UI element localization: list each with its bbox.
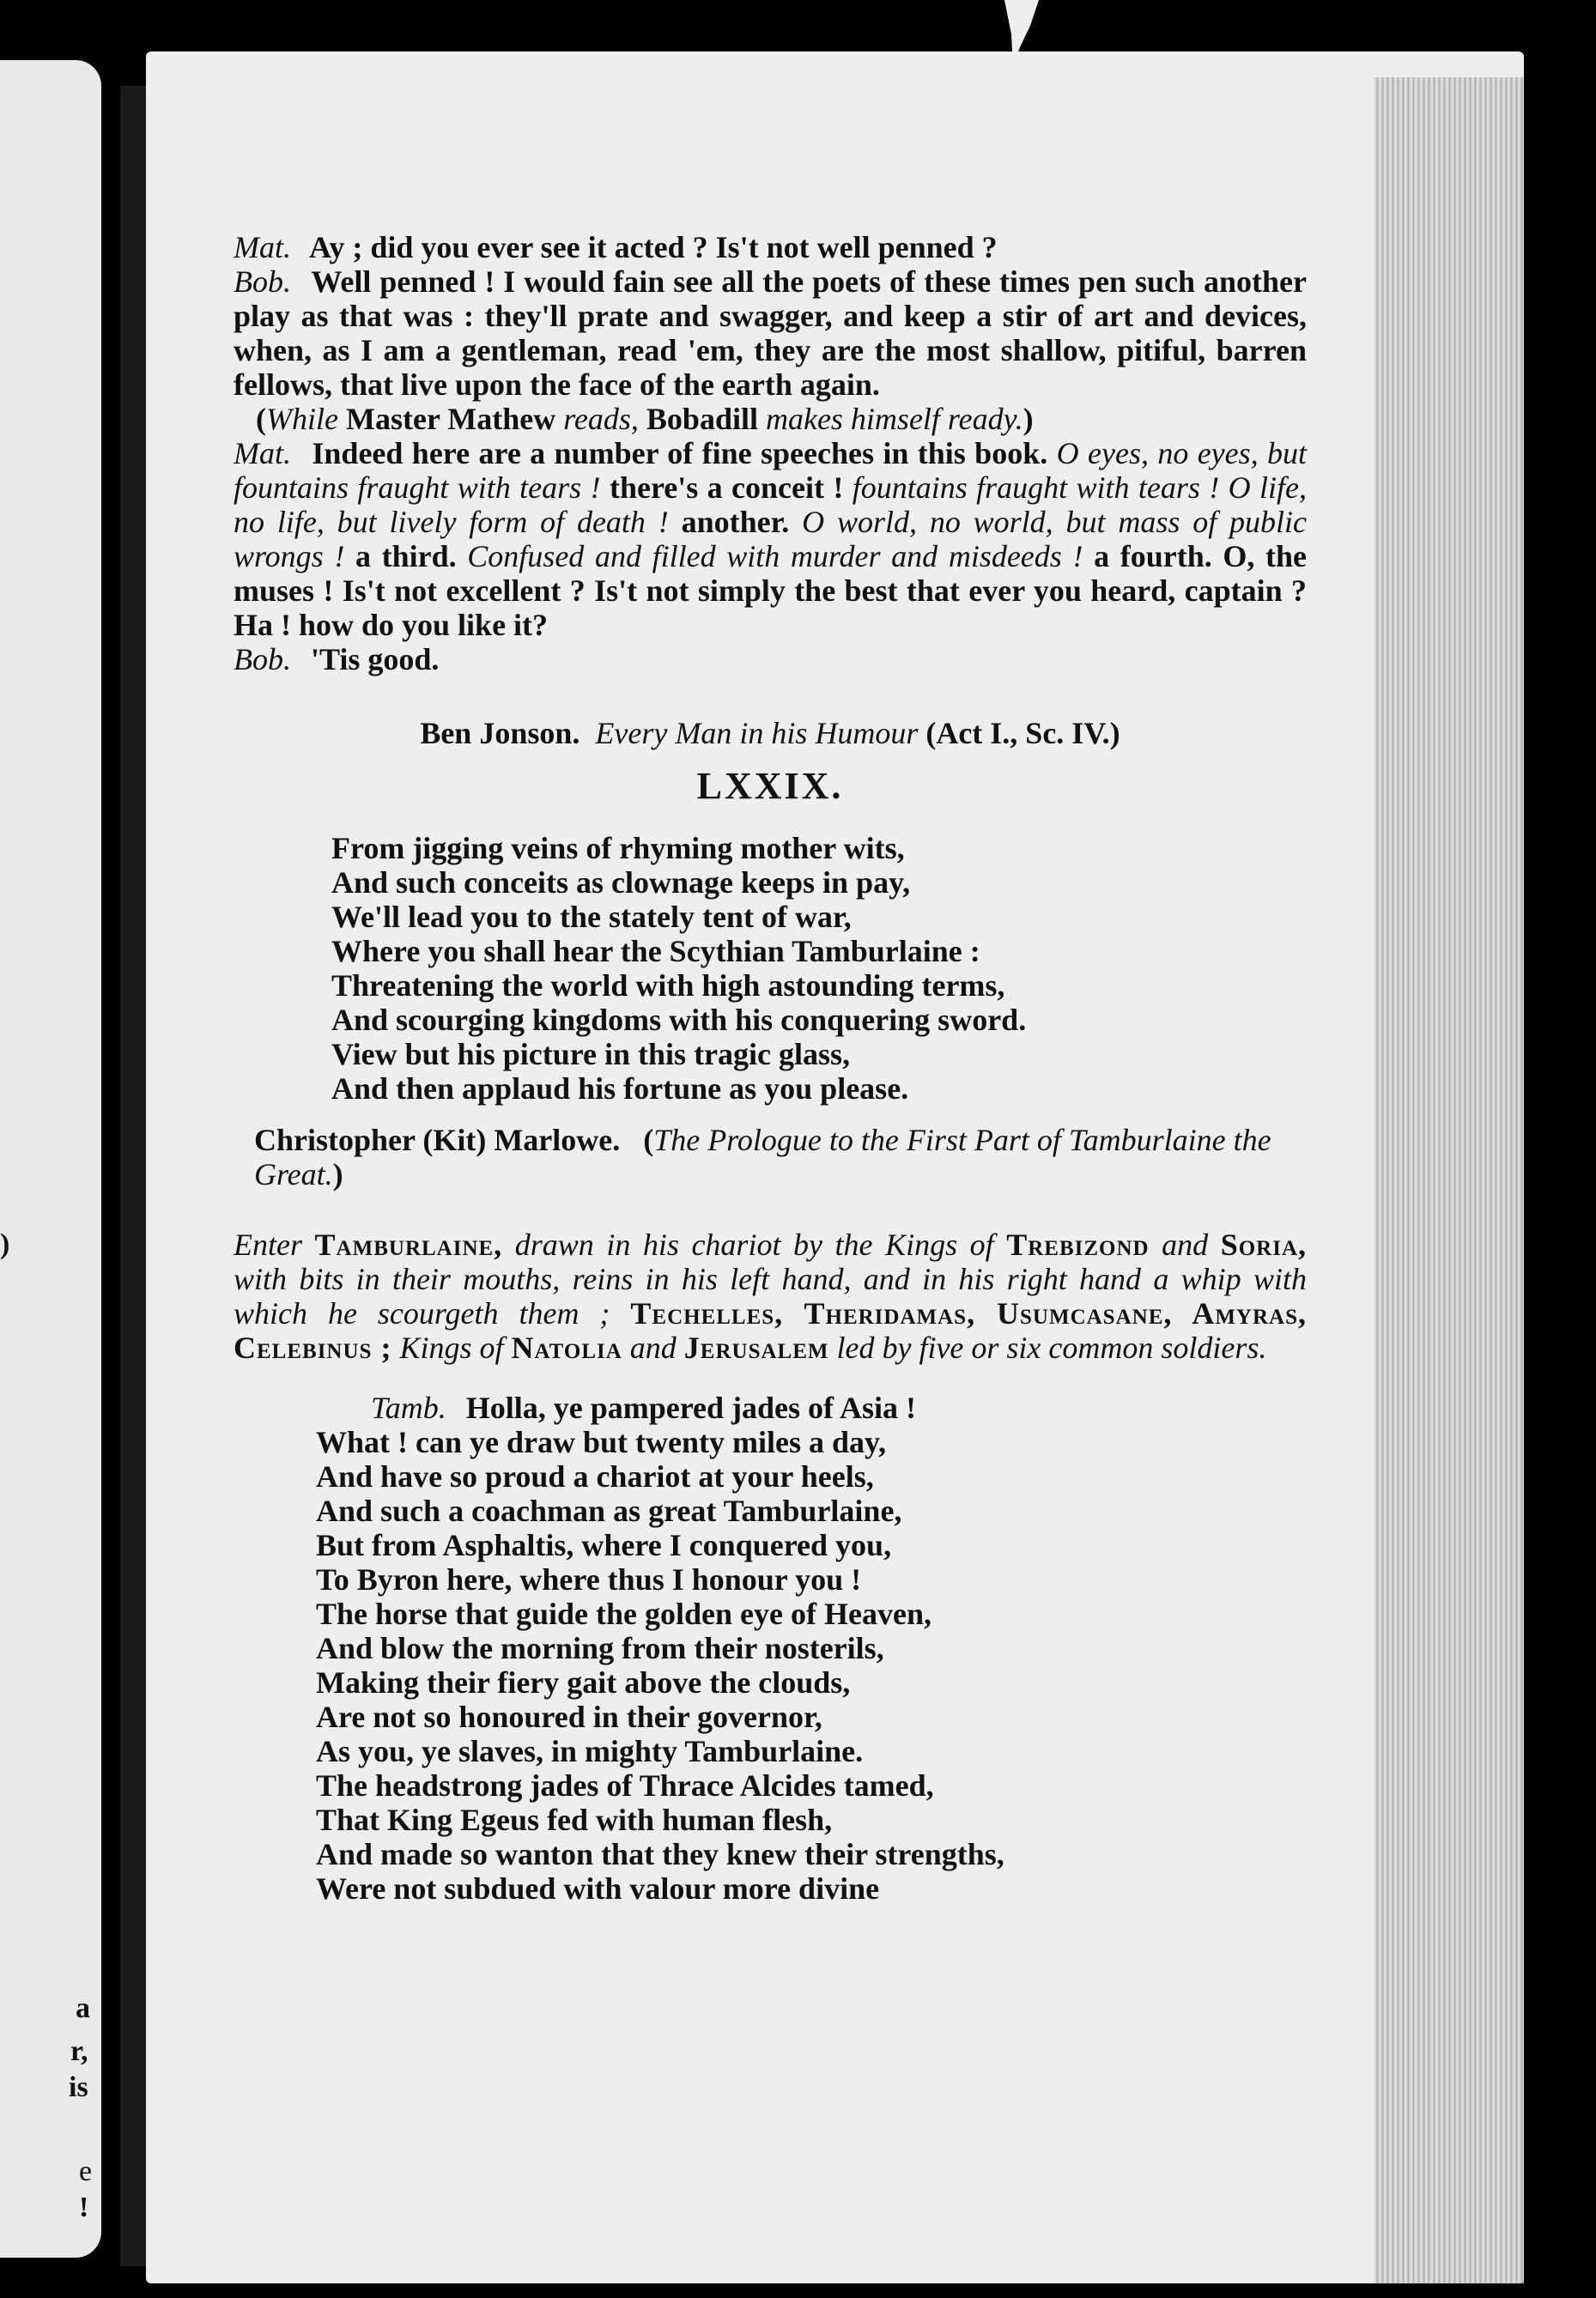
verse-line [316, 1391, 1307, 1425]
paren-open: ( [643, 1123, 654, 1157]
paren-open: ( [256, 402, 266, 436]
speaker-name: Tamb. [371, 1391, 446, 1425]
left-page-fragment: r, [70, 2035, 88, 2067]
attribution [234, 716, 1307, 750]
speaker-name: Mat. [234, 436, 291, 470]
verse-line: Threatening the world with high astounding terms, [331, 968, 1005, 1003]
speaker-name: Mat. [234, 230, 291, 264]
left-page-fragment: e [79, 2156, 93, 2187]
stage-italic: Kings of [399, 1331, 504, 1365]
attribution-work: The Prologue to the First Part of Tamburlaine the Great. [254, 1123, 1271, 1191]
page-edges [1374, 77, 1524, 2283]
stage-italic: reads, [563, 402, 639, 436]
character-name: Tamburlaine, [314, 1228, 503, 1262]
stage-italic: and [629, 1331, 677, 1365]
dialogue-text: a fourth. O, the muses ! Is't not excellent ? Is't not simply the best that ever you heard, captain ? Ha ! how do you like it? [234, 539, 1308, 642]
quoted-italic: fountains fraught with tears ! O life, no life, but lively form of death ! [234, 470, 1308, 539]
dialogue-text: there's a conceit ! [609, 470, 844, 505]
character-name: Techelles, Theridamas, Usumcasane, Amyras, Celebinus ; [234, 1296, 1308, 1365]
verse-line: And have so proud a chariot at your heels, [316, 1459, 874, 1494]
left-page-fragment: a [76, 1992, 90, 2024]
verse-text: Holla, ye pampered jades of Asia ! [465, 1391, 917, 1425]
tamburlaine-speech [316, 1391, 1307, 1906]
dialogue-text: another. [681, 505, 790, 539]
verse-line: Were not subdued with valour more divine [316, 1871, 880, 1906]
left-page-fragment: ! [79, 2192, 89, 2223]
verse-line: To Byron here, where thus I honour you ! [316, 1562, 862, 1597]
speaker-name: Bob. [234, 642, 291, 676]
speaker-name: Bob. [234, 264, 291, 299]
verse-line: And such a coachman as great Tamburlaine, [316, 1494, 902, 1528]
verse-line: But from Asphaltis, where I conquered you, [316, 1528, 892, 1562]
verse-line: What ! can ye draw but twenty miles a day, [316, 1425, 886, 1459]
verse-line: And then applaud his fortune as you please. [331, 1071, 909, 1106]
verse-line: Where you shall hear the Scythian Tamburlaine : [331, 934, 980, 968]
stage-italic: led by five or six common soldiers. [836, 1331, 1267, 1365]
stage-italic: Enter [234, 1228, 302, 1262]
stage-italic: drawn in his chariot by the Kings of [514, 1228, 994, 1262]
left-page-fragment: ) [0, 1228, 10, 1260]
attribution-author: Ben Jonson. [420, 716, 580, 750]
stage-italic: While [266, 402, 338, 436]
character-name: Jerusalem [683, 1331, 829, 1365]
character-name: Natolia [511, 1331, 622, 1365]
dialogue-text: 'Tis good. [311, 642, 440, 676]
verse-line: And such conceits as clownage keeps in pay, [331, 865, 911, 900]
attribution-author: Christopher (Kit) Marlowe. [254, 1123, 621, 1157]
left-page-fragment: is [69, 2071, 88, 2103]
stage-italic: with bits in their mouths, reins in his left hand, and in his right hand a whip with which he scourgeth them ; [234, 1262, 1307, 1331]
stage-italic: and [1162, 1228, 1209, 1262]
page-content [234, 230, 1307, 1906]
verse-line: And made so wanton that they knew their strengths, [316, 1837, 1004, 1871]
dialogue-text: Ay ; did you ever see it acted ? Is't not well penned ? [309, 230, 998, 264]
character-name: Soria, [1220, 1228, 1308, 1262]
verse-line: From jigging veins of rhyming mother wits, [331, 831, 905, 865]
dialogue-line [234, 642, 1307, 676]
character-name: Trebizond [1006, 1228, 1150, 1262]
verse-line: The headstrong jades of Thrace Alcides tamed, [316, 1768, 934, 1803]
stage-italic: makes himself ready. [765, 402, 1023, 436]
verse-line: And scourging kingdoms with his conquering sword. [331, 1003, 1027, 1037]
stage-name: Master Mathew [345, 402, 556, 436]
quoted-italic: Confused and filled with murder and misdeeds ! [467, 539, 1083, 573]
stage-name: Bobadill [646, 402, 758, 436]
verse-line: We'll lead you to the stately tent of war, [331, 900, 852, 934]
dialogue-line [234, 230, 1307, 264]
paren-close: ) [1023, 402, 1034, 436]
verse-line: The horse that guide the golden eye of Heaven, [316, 1597, 932, 1631]
dialogue-line [234, 264, 1307, 402]
section-number: LXXIX. [696, 765, 844, 807]
prologue-verse [331, 831, 1307, 1106]
verse-line: That King Egeus fed with human flesh, [316, 1803, 833, 1837]
dialogue-text: Indeed here are a number of fine speeches in this book. [312, 436, 1048, 470]
stage-direction [256, 402, 1307, 436]
verse-line: Making their fiery gait above the clouds, [316, 1665, 851, 1700]
dialogue-line [234, 436, 1307, 642]
verse-line: View but his picture in this tragic glass, [331, 1037, 851, 1071]
quoted-italic: O eyes, no eyes, but fountains fraught with tears ! [234, 436, 1308, 505]
book-spine [120, 86, 146, 2266]
stage-direction [234, 1228, 1307, 1365]
dialogue-text: Well penned ! I would fain see all the poets of these times pen such another play as that was : they'll prate and swagger, and keep a stir of art and devices, when, as I am a gentleman, read 'em, they are the most shallow, pitiful, barren fellows, that live upon the face of the earth again. [234, 264, 1307, 402]
left-page [0, 60, 101, 2258]
paren-close: ) [332, 1157, 343, 1191]
quoted-italic: O world, no world, but mass of public wrongs ! [234, 505, 1308, 573]
verse-line: As you, ye slaves, in mighty Tamburlaine. [316, 1734, 864, 1768]
dialogue-text: a third. [355, 539, 457, 573]
attribution-reference: (Act I., Sc. IV.) [925, 716, 1120, 750]
attribution [254, 1123, 1307, 1191]
attribution-work: Every Man in his Humour [595, 716, 919, 750]
verse-line: Are not so honoured in their governor, [316, 1700, 822, 1734]
verse-line: And blow the morning from their nosterils, [316, 1631, 884, 1665]
